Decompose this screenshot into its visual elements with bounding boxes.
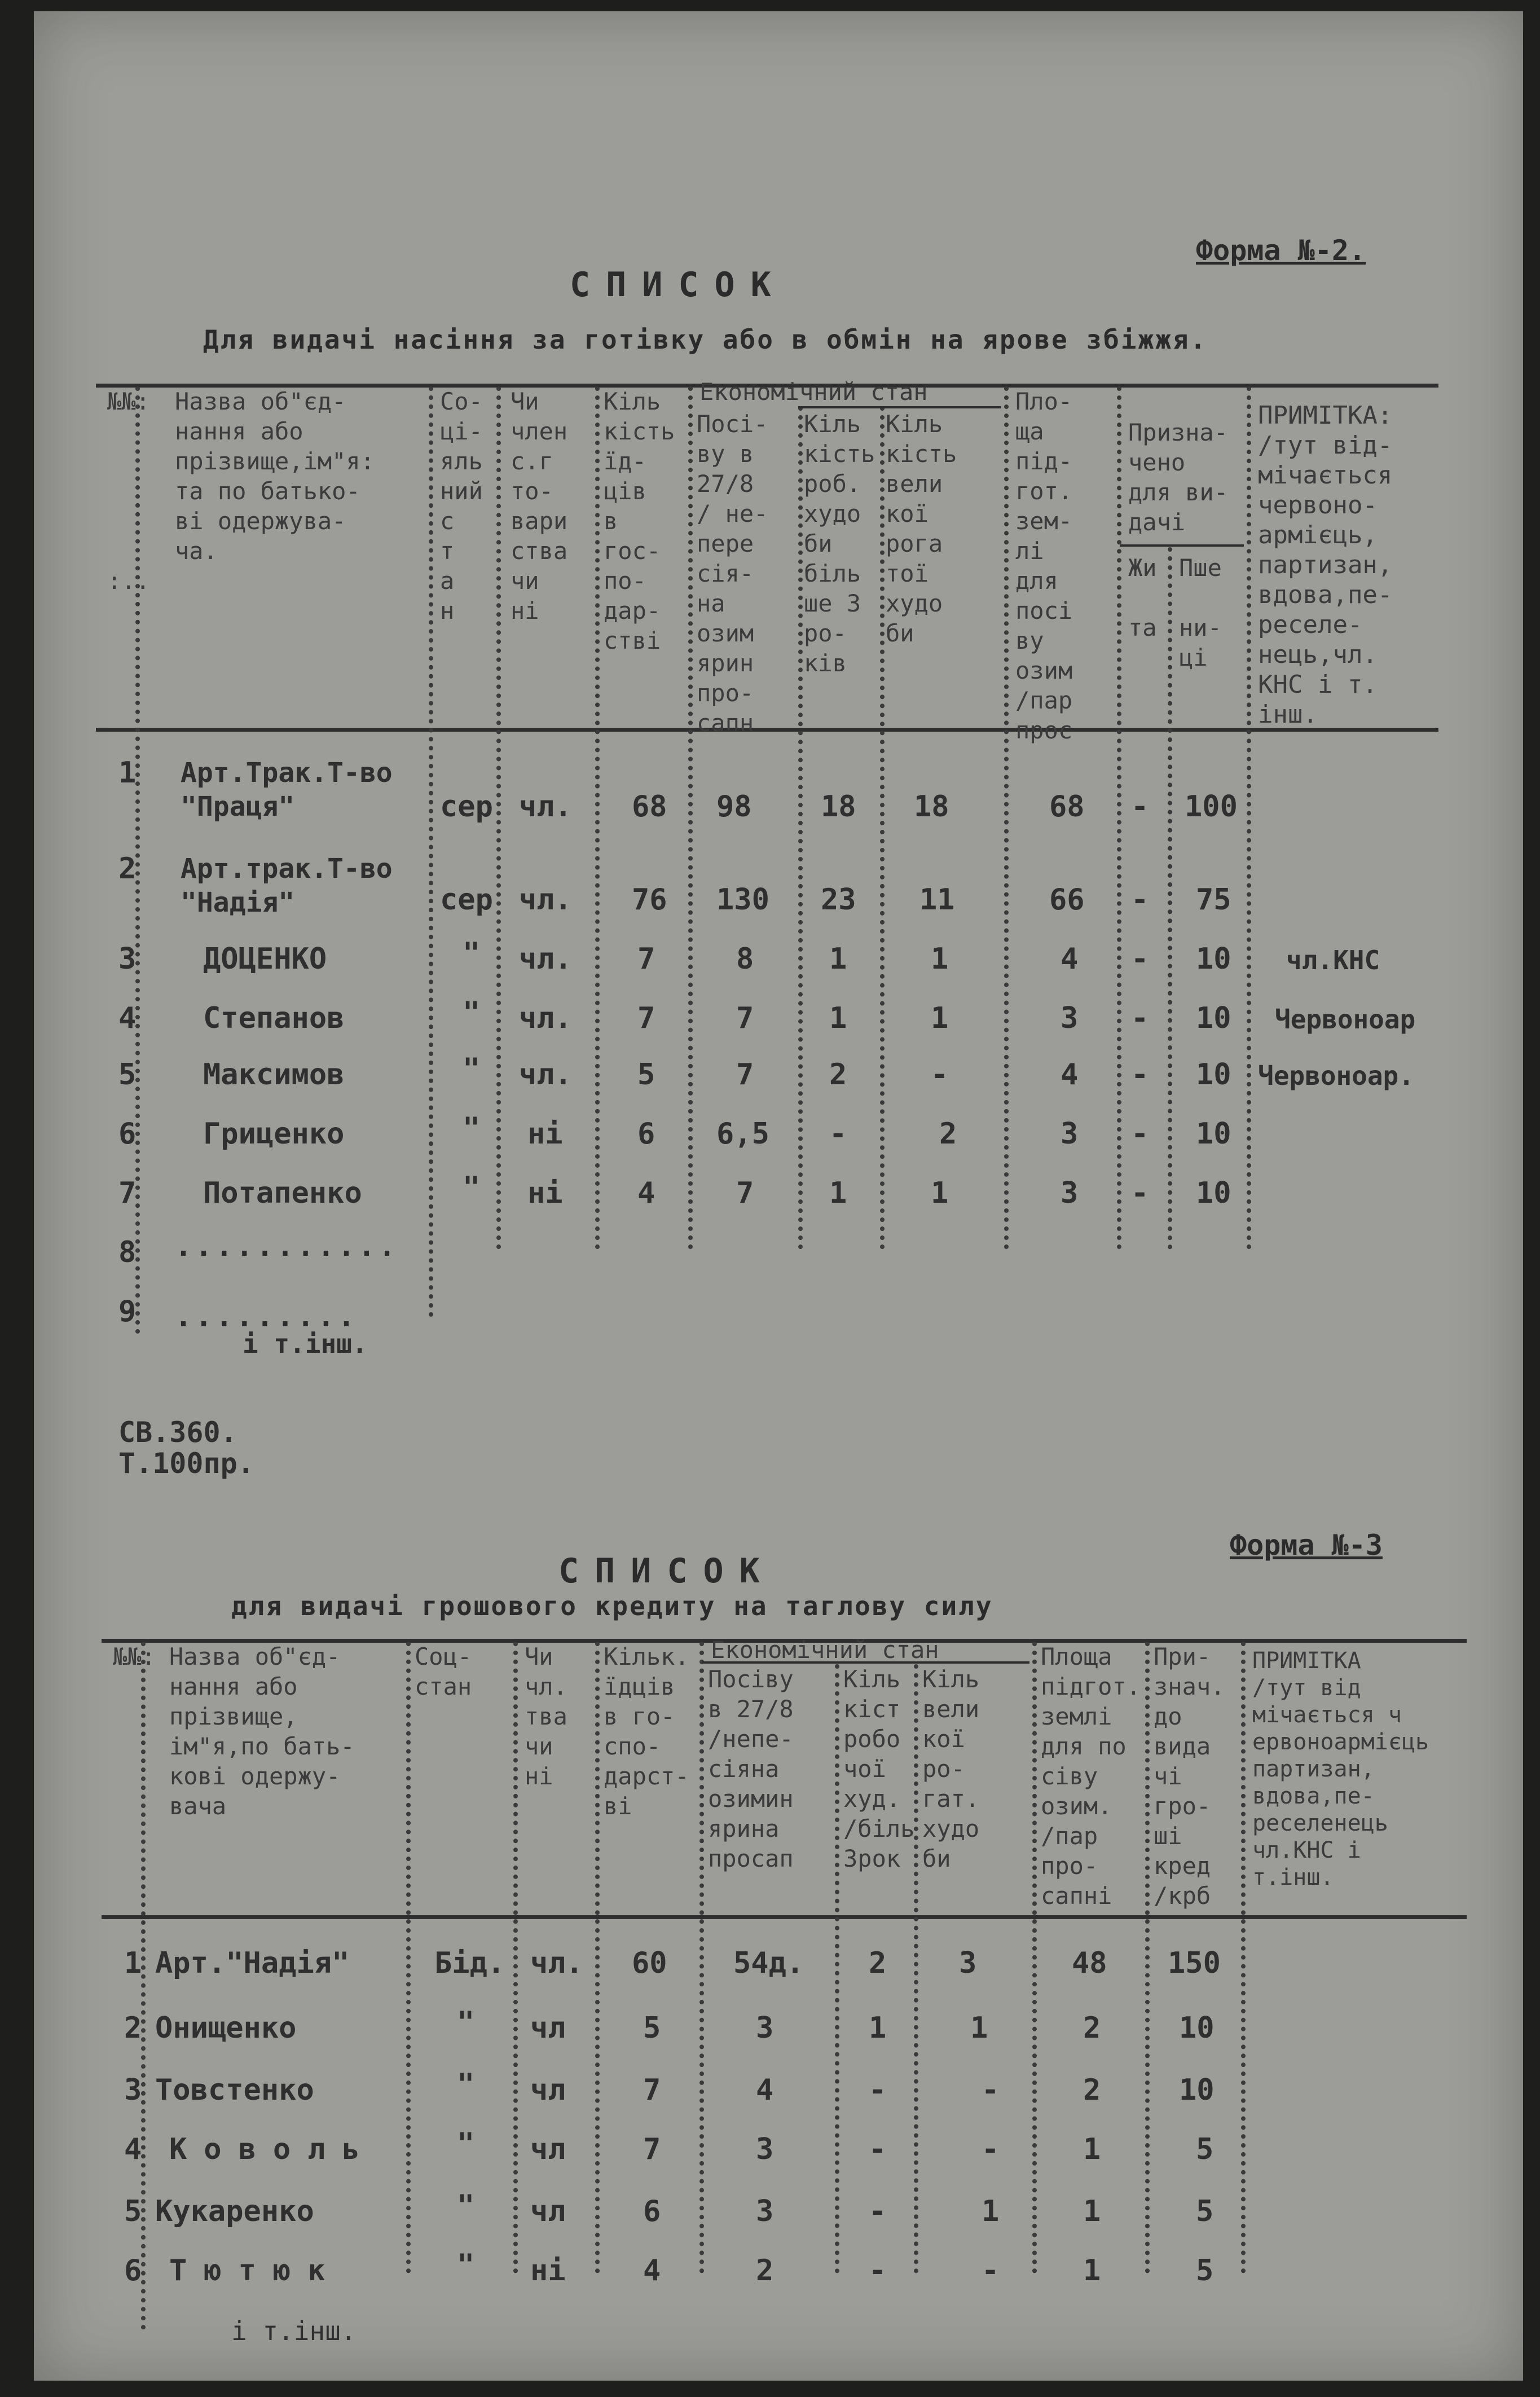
row-number: 1 [118,756,137,790]
form3-header-credit: При- знач. до вида чі гро- ші кред /крб [1154,1643,1225,1910]
row-member: чл [530,2011,566,2045]
form3-header-name: Назва об"єд- нання або прізвище, ім"я,по бать- кові одержу- вача [169,1643,355,1820]
row-area: 3 [1061,1117,1079,1151]
form2-col-sep [1168,547,1172,1250]
form2-col-sep [1247,386,1251,1250]
row-member: ні [527,1176,563,1210]
row-cattle: 1 [931,1001,949,1035]
row-number: 5 [118,1058,137,1092]
row-wheat: 10 [1196,1117,1231,1151]
row-cattle: 11 [919,883,955,917]
row-cattle: 1 [931,1176,949,1210]
row-name: Коволь [169,2132,377,2166]
row-rye: - [1131,1058,1149,1092]
form3-header-area: Площа підгот. землі для по сіву озим. /пар про- сапні [1041,1643,1141,1910]
row-member: ні [530,2254,566,2288]
row-cattle: 3 [959,1946,977,1980]
form2-stamp-line1: СВ.360. [118,1416,237,1449]
row-sown: 7 [736,1176,754,1210]
form2-col-sep [880,406,885,1250]
row-area: 4 [1061,942,1079,976]
row-social: " [457,2005,475,2039]
row-eaters: 6 [643,2194,661,2228]
form2-header-assigned: Призна- чено для ви- дачі [1128,419,1229,536]
form3-col-sep [699,1642,704,2273]
row-sown: 7 [736,1001,754,1035]
form2-header-area: Пло- ща під- гот. зем- лі для посі ву озим /пар прос [1015,388,1073,744]
row-member: чл [530,2073,566,2107]
row-credit: 150 [1168,1946,1221,1980]
form2-header-eaters: Кіль кість їд- ців в гос- по- дар- стві [604,388,675,654]
row-work-cattle: - [869,2254,887,2288]
form3-header-eaters: Кільк. їдців в го- спо- дарст- ві [604,1643,689,1820]
row-number: 7 [118,1176,137,1210]
row-eaters: 76 [632,883,667,917]
row-rye: - [1131,1117,1149,1151]
row-number: 5 [124,2194,142,2228]
row-number: 2 [118,852,137,886]
form3-label: Форма №-3 [1230,1529,1383,1562]
row-member: ні [527,1117,563,1151]
row-area: 2 [1083,2073,1101,2107]
form3-header-econ: Економічний стан [711,1636,939,1664]
form3-etc: і т.інш. [231,2316,357,2346]
row-work-cattle: - [829,1117,847,1151]
row-sown: 3 [756,2011,774,2045]
row-sown: 54д. [733,1946,804,1980]
row-credit: 5 [1196,2194,1214,2228]
row-eaters: 6 [637,1117,655,1151]
row-eaters: 7 [637,1001,655,1035]
row-wheat: 10 [1196,1001,1231,1035]
row-number: 3 [124,2073,142,2107]
form3-col-sep [406,1642,411,2273]
row-social: " [463,1171,481,1204]
form2-col-sep [688,386,693,1250]
row-rye: - [1131,942,1149,976]
row-cattle: 18 [914,790,949,824]
form2-header-rye: Жи та [1128,554,1157,641]
row-name: ДОЦЕНКО [203,942,327,976]
row-area: 3 [1061,1001,1079,1035]
row-member: чл. [519,1058,572,1092]
form3-title: СПИСОК [558,1551,776,1591]
row-credit: 10 [1179,2011,1215,2045]
row-name: Онищенко [155,2011,297,2045]
form3-header-social: Соц- стан [415,1643,472,1700]
row-work-cattle: 18 [821,790,856,824]
document-page [34,11,1523,2381]
row-remark: Червоноар [1275,1004,1416,1035]
row-area: 2 [1083,2011,1101,2045]
row-name: Потапенко [203,1176,362,1210]
row-number: 6 [118,1117,137,1151]
row-member: чл. [519,883,572,917]
row-eaters: 60 [632,1946,667,1980]
row-credit: 5 [1196,2132,1214,2166]
row-number: 2 [124,2011,142,2045]
row-member: чл. [530,1946,583,1980]
row-work-cattle: 2 [829,1058,847,1092]
form3-header-econ-cattle: Кіль вели кої ро- гат. худо би [922,1665,980,1872]
form2-header-econ-cattle: Кіль кість вели кої рога тої худо би [886,410,957,647]
row-wheat: 10 [1196,1176,1231,1210]
row-member: чл. [519,1001,572,1035]
form3-subtitle: для видачі грошового кредиту на таглову силу [231,1591,993,1621]
row-area: 1 [1083,2194,1101,2228]
form2-header-remark: ПРИМІТКА: /тут від- мічається червоно- армієць, партизан, вдова,пе- реселе- нець,чл. КНС і т. інш. [1258,401,1393,729]
row-cattle: 1 [982,2194,1000,2228]
row-name: Степанов [203,1001,345,1035]
row-wheat: 10 [1196,1058,1231,1092]
row-name: Максимов [203,1058,345,1092]
form2-header-member: Чи член с.г то- вари ства чи ні [511,388,568,624]
form2-header-econ: Економічний стан [699,378,928,406]
row-rye: - [1131,883,1149,917]
row-work-cattle: 1 [869,2011,887,2045]
row-number: 4 [118,1001,137,1035]
form3-header-num: №№: [113,1643,156,1670]
form3-col-sep [595,1642,600,2273]
row-work-cattle: 1 [829,1001,847,1035]
form2-col-sep [496,386,501,1250]
row-social: " [463,1111,481,1145]
form3-col-sep [1032,1642,1037,2273]
row-remark: чл.КНС [1286,945,1380,975]
row-name: Товстенко [155,2073,314,2107]
row-cattle: 1 [970,2011,988,2045]
row-area: 66 [1049,883,1085,917]
form3-col-sep [835,1664,839,2273]
row-work-cattle: - [869,2073,887,2107]
row-rye: - [1131,790,1149,824]
row-cattle: - [931,1058,949,1092]
form3-header-member: Чи чл. тва чи ні [525,1643,567,1790]
form2-row8-number: 8 [118,1235,137,1269]
row-number: 6 [124,2254,142,2288]
row-sown: 2 [756,2254,774,2288]
row-area: 1 [1083,2132,1101,2166]
form2-subtitle: Для видачі насіння за готівку або в обмін на ярове збіжжя. [203,324,1208,355]
row-area: 68 [1049,790,1085,824]
form2-header-econ-work: Кіль кість роб. худо би біль ше 3 ро- ків [804,410,875,677]
row-member: чл. [519,790,572,824]
row-sown: 3 [756,2194,774,2228]
form3-header-remark: ПРИМІТКА /тут від мічається ч ервоноармієць партизан, вдова,пе- реселенець чл.КНС і т.інш. [1252,1648,1429,1890]
row-sown: 8 [736,942,754,976]
row-work-cattle: - [869,2132,887,2166]
row-area: 1 [1083,2254,1101,2288]
form2-header-name: Назва об"єд- нання або прізвище,ім"я: та по батько- ві одержува- ча. [175,388,375,565]
form3-col-sep [513,1642,518,2273]
form2-col-sep [595,386,600,1250]
row-area: 48 [1072,1946,1107,1980]
row-eaters: 7 [637,942,655,976]
row-cattle: 1 [931,942,949,976]
form3-header-rule [102,1915,1467,1919]
row-work-cattle: 1 [829,1176,847,1210]
row-cattle: - [982,2132,1000,2166]
row-remark: Червоноар. [1258,1061,1414,1091]
row-social: " [463,1052,481,1086]
row-member: чл [530,2194,566,2228]
row-social: " [457,2068,475,2101]
row-sown: 98 [716,790,752,824]
row-name: Арт.трак.Т-во "Надія" [181,853,393,918]
row-social: " [457,2189,475,2223]
form2-header-num: №№: :.. [107,388,150,595]
row-wheat: 10 [1196,942,1231,976]
row-eaters: 68 [632,790,667,824]
row-work-cattle: 1 [829,942,847,976]
row-name: Гриценко [203,1117,345,1151]
form2-col-sep [1117,386,1121,1250]
form2-col-sep [429,386,433,1317]
row-area: 4 [1061,1058,1079,1092]
form2-etc: і т.інш. [243,1329,368,1359]
row-wheat: 75 [1196,883,1231,917]
row-credit: 5 [1196,2254,1214,2288]
row-sown: 6,5 [716,1117,769,1151]
row-eaters: 7 [643,2132,661,2166]
form2-stamp-line2: Т.100пр. [118,1447,254,1480]
row-rye: - [1131,1001,1149,1035]
form2-col-sep [1004,386,1009,1250]
row-eaters: 4 [637,1176,655,1210]
form2-header-social: Со- ці- яль ний с т а н [440,388,483,624]
row-work-cattle: 2 [869,1946,887,1980]
row-work-cattle: - [869,2194,887,2228]
row-sown: 4 [756,2073,774,2107]
form2-row9-number: 9 [118,1295,137,1329]
row-sown: 130 [716,883,769,917]
row-name: Арт.Трак.Т-во "Праця" [181,757,393,823]
form3-col-sep [1241,1642,1246,2273]
row-social: " [457,2127,475,2161]
row-number: 4 [124,2132,142,2166]
row-eaters: 5 [643,2011,661,2045]
form3-col-sep [1145,1642,1150,2273]
row-member: чл. [519,942,572,976]
form2-col-sep [798,406,803,1250]
row-number: 3 [118,942,137,976]
row-wheat: 100 [1185,790,1238,824]
row-member: чл [530,2132,566,2166]
form3-header-econ-sown: Посіву в 27/8 /непе- сіяна озимин ярина просап [708,1665,794,1872]
row-work-cattle: 23 [821,883,856,917]
row-social: Бід. [434,1946,505,1980]
row-cattle: - [982,2073,1000,2107]
form2-title: СПИСОК [570,265,787,305]
row-sown: 7 [736,1058,754,1092]
row-name: Тютюк [169,2254,342,2288]
row-social: " [463,996,481,1030]
row-social: " [463,936,481,970]
form2-header-econ-sown: Посі- ву в 27/8 / не- пере сія- на озим ярин про- сапн [697,410,768,737]
row-social: сер [440,790,493,824]
row-eaters: 5 [637,1058,655,1092]
row-social: " [457,2248,475,2282]
row-number: 1 [124,1946,142,1980]
row-rye: - [1131,1176,1149,1210]
row-cattle: 2 [939,1117,957,1151]
row-eaters: 4 [643,2254,661,2288]
form2-row8-dots: ........... [175,1230,399,1263]
row-name: Кукаренко [155,2194,314,2228]
row-name: Арт."Надія" [155,1946,350,1980]
row-social: сер [440,883,493,917]
form2-header-wheat: Пше ни- ці [1179,554,1222,671]
form2-label: Форма №-2. [1196,234,1366,267]
row-sown: 3 [756,2132,774,2166]
form2-assigned-rule [1120,544,1244,547]
row-cattle: - [982,2254,1000,2288]
row-credit: 10 [1179,2073,1215,2107]
row-area: 3 [1061,1176,1079,1210]
form3-header-econ-work: Кіль кіст робо чої худ. /біль Зрок [843,1665,915,1872]
row-eaters: 7 [643,2073,661,2107]
form2-row9-dots: ......... [175,1300,358,1333]
